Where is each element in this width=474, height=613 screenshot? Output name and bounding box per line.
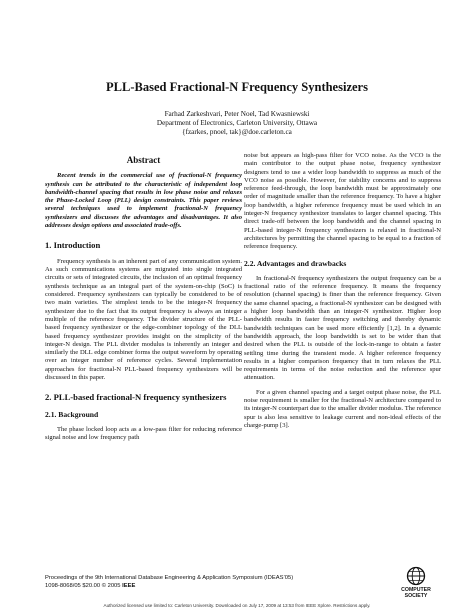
background-text: The phase locked loop acts as a low-pass filter for reducing reference signal noise and low frequency path	[45, 426, 242, 442]
computer-society-logo	[394, 566, 438, 599]
advantages-text: In fractional-N frequency synthesizers the output frequency can be a fractional ratio of the reference frequency. It means the frequency resolution (channel spacing) is finer than the reference frequency. Given the same channel spacing, a fractional-N synthesizer can be designed with a higher loop bandwidth than an integer-N synthesizer. Higher loop bandwidth results in faster frequency switching and thereby dynamic bandwidth techniques can be used more efficiently [1,2]. In a dynamic bandwidth approach, the loop bandwidth is set to be wider than that desired when the PLL is outside of the lock-in-range to obtain a faster settling time during the transient mode. A higher reference frequency results in a higher comparison frequency that in turn relaxes the PLL requirements in terms of the noise reduction and the reference spur attenuation.	[244, 274, 441, 382]
ieee-mark: IEEE	[122, 583, 136, 589]
subsection-heading-advantages: 2.2. Advantages and drawbacks	[244, 258, 347, 268]
authorized-use-notice: Authorized licensed use limited to: Carleton University. Downloaded on July 17, 2009 at 13:53 from IEEE Xplore. Restrictions apply.	[103, 603, 371, 608]
paper-authors: Farhad Zarkeshvari, Peter Noel, Tad Kwasniewski	[164, 110, 310, 118]
abstract-text: Recent trends in the commercial use of fractional-N frequency synthesis can be attributed to the characteristic of independent loop bandwidth-channel spacing that results in low phase noise and relaxes the Phase-Locked Loop (PLL) design constraints. This paper reviews several techniques used to implement fractional-N frequency synthesizers and discusses the advantages and disadvantages. It also addresses design options and associated trade-offs.	[45, 172, 242, 230]
background-continued-text: noise but appears as high-pass filter for VCO noise. As the VCO is the main contributor to the output phase noise, frequency synthesizer designers tend to use a wider loop bandwidth to suppress as much of the VCO noise as possible. However, for stability concerns and to suppress reference feed-through, the loop bandwidth must be approximately one order of magnitude smaller than the reference frequency. To have a higher loop bandwidth, a higher reference frequency must be used which in an integer-N frequency synthesizer translates to larger channel spacing. This direct trade-off between the loop bandwidth and the channel spacing in PLL-based integer-N frequency synthesizers is relaxed in fractional-N architectures by permitting the channel spacing to be equal to a fraction of reference frequency.	[244, 152, 441, 251]
subsection-heading-background: 2.1. Background	[45, 409, 99, 419]
globe-icon	[406, 566, 426, 586]
right-column	[244, 152, 441, 430]
logo-text-computer: COMPUTER	[401, 587, 431, 593]
abstract-heading: Abstract	[126, 155, 161, 165]
section-heading-introduction: 1. Introduction	[45, 240, 101, 251]
introduction-text: Frequency synthesis is an inherent part of any communication system. As such communications systems are migrated into single integrated circuits or sets of integrated circuits, the inclusion of an optimal frequency synthesis technique as an integral part of the system-on-chip (SoC) is considered. Frequency synthesizers can typically be considered to be of two main varieties. The simplest tends to be the integer-N frequency synthesizer due to the fact that its output frequency is always an integer multiple of the reference frequency. The divider structure of the PLL-based frequency synthesizer or the edge-combiner topology of the DLL based frequency synthesizer provides insight on the simplicity of the integer-N design. The PLL divider modulus is inherently an integer and similarly the DLL edge combiner forms the output waveform by operating over an integer number of reference cycles. Several implementation approaches for fractional-N PLL-based frequency synthesizers will be discussed in this paper.	[45, 257, 242, 382]
proceedings-footer	[45, 574, 293, 590]
section-heading-pll-based: 2. PLL-based fractional-N frequency synthesizers	[45, 392, 227, 403]
paper-affiliation: Department of Electronics, Carleton University, Ottawa	[156, 119, 318, 127]
copyright-line	[45, 582, 293, 590]
logo-text-society: SOCIETY	[404, 593, 428, 599]
paper-title: PLL-Based Fractional-N Frequency Synthesizers	[106, 80, 368, 94]
copyright-text: 1098-8068/05 $20.00 © 2005	[45, 583, 123, 589]
paper-emails: {fzarkes, pnoel, tak}@doe.carleton.ca	[182, 128, 292, 136]
advantages-text-2: For a given channel spacing and a target output phase noise, the PLL noise requirement is smaller for the fractional-N architecture compared to its integer-N counterpart due to the smaller divider modulus. The reference spur is also less sensitive to leakage current and non-ideal effects of the charge-pump [3].	[244, 388, 441, 429]
left-column	[45, 152, 242, 443]
proceedings-line: Proceedings of the 9th International Database Engineering & Application Symposium (IDEAS’05)	[45, 575, 294, 581]
